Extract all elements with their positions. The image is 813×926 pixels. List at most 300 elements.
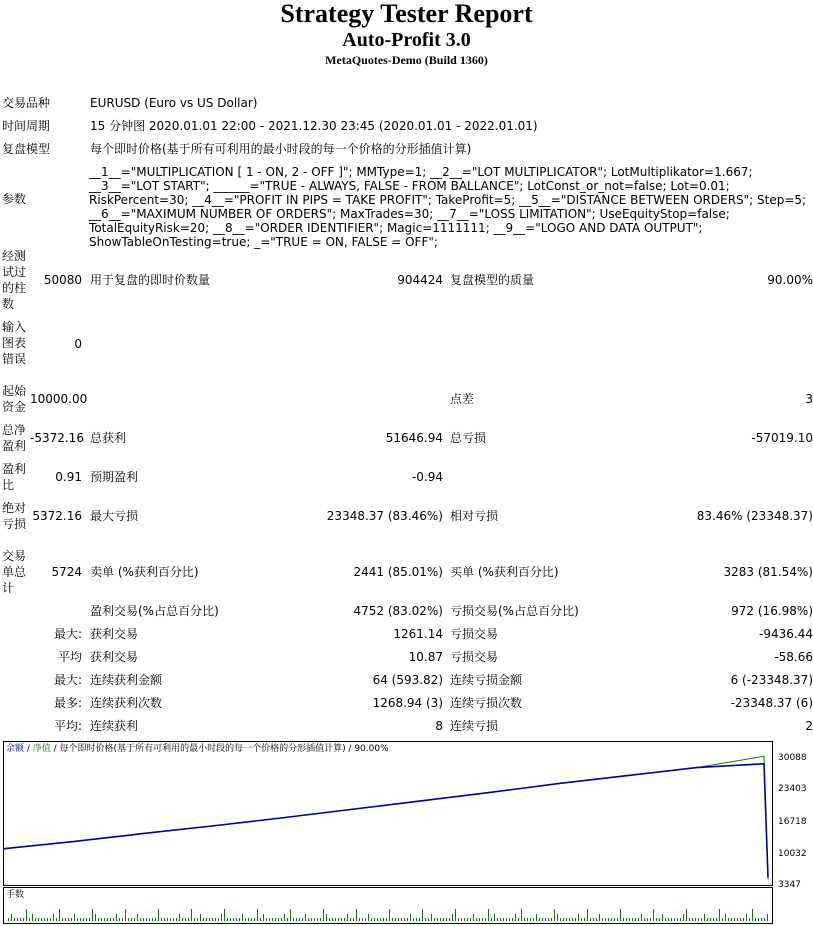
volume-bar: [557, 914, 558, 921]
volume-bar: [116, 914, 117, 921]
detail-right-label: 连续亏损: [450, 719, 499, 733]
volume-bar: [326, 914, 327, 921]
volume-bar: [179, 914, 180, 921]
loss-trades-value: 972 (16.98%): [731, 604, 813, 618]
volume-bar: [188, 918, 189, 921]
volume-bar: [158, 909, 159, 921]
volume-bar: [368, 914, 369, 921]
symbol-label: 交易品种: [2, 96, 51, 110]
volume-bar: [233, 918, 234, 921]
volume-bar: [512, 918, 513, 921]
detail-left-label: 连续获利: [90, 719, 139, 733]
volume-bar: [143, 918, 144, 921]
volume-bar: [653, 909, 654, 921]
volume-bar: [740, 918, 741, 921]
volume-bar: [470, 918, 471, 921]
volume-bar: [98, 918, 99, 921]
y-tick-label: 10032: [778, 849, 807, 859]
volume-bar: [479, 918, 480, 921]
volume-bar: [422, 909, 423, 921]
expected-value: -0.94: [411, 470, 443, 484]
volume-bar: [272, 918, 273, 921]
volume-bar: [209, 918, 210, 921]
long-value: 3283 (81.54%): [723, 565, 813, 579]
equity-line: [4, 756, 768, 879]
volume-bar: [446, 918, 447, 921]
volume-bar: [128, 918, 129, 921]
server-name: MetaQuotes-Demo (Build 1360): [325, 53, 488, 67]
volume-bar: [602, 918, 603, 921]
detail-prefix: 最大:: [53, 673, 82, 687]
volume-bar: [329, 918, 330, 921]
volume-bar: [338, 918, 339, 921]
volume-bar: [71, 918, 72, 921]
volume-bar: [701, 918, 702, 921]
volume-bar: [491, 918, 492, 921]
volume-bar: [173, 918, 174, 921]
volume-bar: [734, 918, 735, 921]
trades-label: 交易单总计: [2, 549, 27, 595]
volume-bar: [137, 914, 138, 921]
legend-sep: /: [24, 744, 33, 754]
gross-profit-label: 总获利: [90, 431, 127, 445]
volume-bar: [758, 918, 759, 921]
volume-bar: [164, 918, 165, 921]
volume-bar: [275, 918, 276, 921]
volume-bar: [206, 918, 207, 921]
volume-bar: [224, 909, 225, 921]
spread-value: 3: [805, 392, 813, 406]
volume-bar: [371, 918, 372, 921]
pf-label: 盈利比: [2, 462, 27, 492]
expected-label: 预期盈利: [90, 470, 139, 484]
max-dd-label: 最大亏损: [90, 509, 139, 523]
volume-bar: [185, 918, 186, 921]
volume-bar: [167, 918, 168, 921]
volume-bar: [20, 918, 21, 921]
volume-bar: [332, 918, 333, 921]
volume-bar: [713, 918, 714, 921]
volume-bar: [131, 918, 132, 921]
y-tick-label: 30088: [778, 753, 807, 763]
volume-bar: [428, 918, 429, 921]
volume-bar: [593, 918, 594, 921]
volume-bar: [434, 918, 435, 921]
gross-loss-value: -57019.10: [751, 431, 813, 445]
volume-bar: [440, 918, 441, 921]
volume-bar: [212, 918, 213, 921]
volume-bar: [503, 918, 504, 921]
volume-bar: [152, 918, 153, 921]
volume-bar: [647, 918, 648, 921]
report-title: Strategy Tester Report: [280, 0, 533, 28]
ea-name: Auto-Profit 3.0: [342, 29, 471, 51]
volume-bar: [68, 918, 69, 921]
volume-bar: [197, 918, 198, 921]
volume-bar: [8, 918, 9, 921]
volume-bar: [356, 909, 357, 921]
volume-bar: [704, 914, 705, 921]
detail-right-value: -9436.44: [759, 627, 813, 641]
volume-bar: [680, 918, 681, 921]
long-label: 买单 (%获利百分比): [450, 565, 559, 579]
volume-bar: [161, 918, 162, 921]
volume-bar: [182, 918, 183, 921]
period-label: 时间周期: [2, 119, 51, 133]
volume-bar: [599, 914, 600, 921]
detail-left-label: 获利交易: [90, 650, 139, 664]
volume-bar: [755, 918, 756, 921]
volume-bar: [716, 918, 717, 921]
volume-bar: [95, 914, 96, 921]
volume-bar: [251, 918, 252, 921]
short-label: 卖单 (%获利百分比): [90, 565, 199, 579]
volume-bar: [149, 918, 150, 921]
params-value: __1__="MULTIPLICATION [ 1 - ON, 2 - OFF ]"; MMType=1; __2__="LOT MULTIPLICATOR"; LotMultiplikator=1.667; __3__="LOT START"; ______="TRUE - ALWAYS, FALSE - FROM BALLANCE"; LotConst_or_not=false; Lot=0.01; RiskPercent=30; __4__="PROFIT IN PIPS = TAKE PROFIT"; TakeProfit=5; __5__="DISTANCE BETWEEN ORDERS"; Step=5; __6__="MAXIMUM NUMBER OF ORDERS"; MaxTrades=30; __7__="LOSS LIMITATION"; UseEquityStop=false; TotalEquityRisk=20; __8__="ORDER IDENTIFIER"; Magic=1111111; __9__="LOGO AND DATA OUTPUT"; ShowTableOnTesting=true; _="TRUE = ON, FALSE = OFF";: [89, 165, 807, 249]
volume-bar: [32, 914, 33, 921]
detail-right-label: 连续亏损金额: [450, 673, 523, 687]
y-tick-label: 16718: [778, 817, 807, 827]
deposit-value: 10000.00: [30, 392, 88, 406]
balance-equity-plot: [4, 742, 772, 885]
detail-right-value: -58.66: [774, 650, 813, 664]
volume-bar: [359, 918, 360, 921]
volume-bar: [260, 918, 261, 921]
volume-bar: [23, 918, 24, 921]
period-value: 15 分钟图 2020.01.01 22:00 - 2021.12.30 23:45 (2020.01.01 - 2022.01.01): [90, 119, 538, 133]
net-label: 总净盈利: [2, 423, 27, 453]
volume-bar: [104, 918, 105, 921]
volume-bar: [236, 918, 237, 921]
volume-bar: [341, 918, 342, 921]
volume-bar: [11, 914, 12, 921]
volume-bar: [524, 918, 525, 921]
volume-bar: [461, 918, 462, 921]
volume-bar: [626, 918, 627, 921]
volume-bar: [38, 918, 39, 921]
volume-bar: [335, 918, 336, 921]
volume-bar: [215, 918, 216, 921]
volume-bar: [56, 918, 57, 921]
volume-bar: [668, 918, 669, 921]
volume-bar: [419, 918, 420, 921]
volume-bar: [482, 918, 483, 921]
volume-bar: [269, 918, 270, 921]
volume-bar: [194, 918, 195, 921]
volume-bar: [413, 918, 414, 921]
volume-chart-area: [3, 887, 773, 924]
volume-bar: [365, 918, 366, 921]
equity-chart: [3, 741, 813, 926]
volume-bar: [635, 918, 636, 921]
volume-bar: [458, 918, 459, 921]
volume-bar: [530, 918, 531, 921]
volume-bar: [659, 918, 660, 921]
detail-right-label: 连续亏损次数: [450, 696, 523, 710]
volume-bar: [401, 918, 402, 921]
y-tick-label: 3347: [778, 880, 801, 890]
volume-bar: [416, 918, 417, 921]
profit-trades-label: 盈利交易(%占总百分比): [90, 604, 219, 618]
bars-value: 50080: [43, 273, 82, 287]
volume-bar: [767, 914, 768, 921]
volume-bar: [671, 918, 672, 921]
detail-left-value: 64 (593.82): [372, 673, 443, 687]
volume-bar: [737, 918, 738, 921]
volume-bar: [257, 909, 258, 921]
legend-equity: 净值: [32, 744, 51, 754]
detail-prefix: 平均: [57, 650, 82, 664]
volume-bar: [533, 918, 534, 921]
detail-prefix: 最大:: [53, 627, 82, 641]
volume-bar: [710, 918, 711, 921]
volume-bar: [80, 918, 81, 921]
volume-bar: [362, 918, 363, 921]
volume-bar: [296, 918, 297, 921]
volume-bar: [380, 918, 381, 921]
volume-bar: [377, 918, 378, 921]
volume-bar: [674, 918, 675, 921]
volume-bar: [176, 918, 177, 921]
volume-bar: [263, 914, 264, 921]
volume-bar: [452, 914, 453, 921]
volume-bar: [596, 918, 597, 921]
volume-bar: [629, 918, 630, 921]
volume-bar: [155, 918, 156, 921]
volume-bar: [611, 918, 612, 921]
volume-bar: [620, 909, 621, 921]
volume-bar: [317, 918, 318, 921]
volume-bar: [665, 918, 666, 921]
volume-bar: [731, 918, 732, 921]
detail-right-value: 6 (-23348.37): [730, 673, 813, 687]
volume-bar: [449, 918, 450, 921]
volume-bar: [110, 918, 111, 921]
volume-bar: [539, 918, 540, 921]
errors-label: 输入图表错误: [2, 320, 27, 366]
volume-bar: [542, 918, 543, 921]
y-tick-label: 23403: [778, 784, 807, 794]
volume-bar: [437, 918, 438, 921]
gross-loss-label: 总亏损: [450, 431, 487, 445]
volume-bar: [686, 909, 687, 921]
volume-bar: [578, 914, 579, 921]
ticks-value: 904424: [397, 273, 443, 287]
volume-bar: [344, 918, 345, 921]
volume-bar: [77, 918, 78, 921]
volume-bar: [563, 918, 564, 921]
volume-bar: [383, 918, 384, 921]
volume-bar: [518, 918, 519, 921]
volume-bar: [485, 918, 486, 921]
balance-line: [4, 764, 768, 878]
volume-bar: [590, 918, 591, 921]
volume-bar: [410, 914, 411, 921]
loss-trades-label: 亏损交易(%占总百分比): [450, 604, 579, 618]
volume-bar: [494, 914, 495, 921]
volume-bar: [302, 918, 303, 921]
volume-bar: [545, 918, 546, 921]
volume-bar: [374, 918, 375, 921]
volume-bar: [467, 918, 468, 921]
volume-bar: [560, 918, 561, 921]
volume-bar: [101, 918, 102, 921]
volume-bar: [743, 918, 744, 921]
volume-bar: [245, 918, 246, 921]
volume-bar: [134, 918, 135, 921]
ticks-label: 用于复盘的即时价数量: [90, 273, 211, 287]
volume-bar: [242, 914, 243, 921]
volume-bar: [308, 918, 309, 921]
volume-bar: [551, 918, 552, 921]
model-label: 复盘模型: [2, 142, 51, 156]
volume-bar: [614, 918, 615, 921]
volume-bar: [536, 914, 537, 921]
errors-value: 0: [74, 337, 82, 351]
volume-bar: [119, 918, 120, 921]
volume-bar: [515, 914, 516, 921]
volume-bar: [749, 918, 750, 921]
volume-bar: [584, 918, 585, 921]
rel-dd-label: 相对亏损: [450, 509, 499, 523]
volume-bar: [278, 918, 279, 921]
volume-bar: [644, 918, 645, 921]
legend-rest: / 每个即时价格(基于所有可利用的最小时段的每一个价格的分形插值计算) / 90.00%: [50, 744, 389, 754]
volume-label: 手数: [6, 890, 25, 900]
volume-bar: [521, 909, 522, 921]
volume-bar: [398, 918, 399, 921]
volume-bar: [392, 918, 393, 921]
volume-bar: [509, 918, 510, 921]
volume-bar: [65, 918, 66, 921]
volume-bar: [170, 918, 171, 921]
volume-bar: [227, 918, 228, 921]
volume-bar: [404, 918, 405, 921]
detail-left-value: 1268.94 (3): [372, 696, 443, 710]
volume-bar: [53, 914, 54, 921]
volume-bar: [527, 918, 528, 921]
detail-left-label: 获利交易: [90, 627, 139, 641]
detail-right-value: 2: [805, 719, 813, 733]
volume-bar: [122, 918, 123, 921]
volume-plot: [4, 888, 772, 923]
volume-bar: [455, 909, 456, 921]
volume-bar: [395, 918, 396, 921]
volume-bar: [254, 918, 255, 921]
volume-bar: [623, 918, 624, 921]
volume-bar: [146, 918, 147, 921]
volume-bar: [587, 909, 588, 921]
quality-value: 90.00%: [767, 273, 813, 287]
volume-bar: [191, 909, 192, 921]
volume-bar: [305, 914, 306, 921]
legend-balance: 余额: [6, 744, 25, 754]
symbol-value: EURUSD (Euro vs US Dollar): [90, 96, 258, 110]
balance-chart-area: [3, 741, 773, 886]
volume-bar: [92, 909, 93, 921]
volume-bar: [44, 918, 45, 921]
volume-bar: [575, 918, 576, 921]
rel-dd-value: 83.46% (23348.37): [696, 509, 813, 523]
short-value: 2441 (85.01%): [353, 565, 443, 579]
volume-bar: [287, 918, 288, 921]
volume-bar: [83, 918, 84, 921]
spread-label: 点差: [450, 392, 475, 406]
volume-bar: [506, 918, 507, 921]
volume-bar: [239, 918, 240, 921]
deposit-label: 起始资金: [2, 384, 27, 414]
volume-bar: [425, 918, 426, 921]
volume-bar: [443, 918, 444, 921]
volume-bar: [566, 918, 567, 921]
volume-bar: [290, 909, 291, 921]
volume-bar: [752, 909, 753, 921]
volume-bar: [689, 918, 690, 921]
volume-bar: [500, 918, 501, 921]
gross-profit-value: 51646.94: [385, 431, 443, 445]
pf-value: 0.91: [55, 470, 82, 484]
detail-right-label: 亏损交易: [450, 650, 499, 664]
volume-bar: [50, 918, 51, 921]
volume-bar: [746, 914, 747, 921]
volume-bar: [386, 918, 387, 921]
volume-bar: [554, 909, 555, 921]
volume-bar: [299, 918, 300, 921]
volume-bar: [281, 918, 282, 921]
volume-bar: [284, 914, 285, 921]
volume-bar: [431, 914, 432, 921]
detail-prefix: 平均:: [53, 719, 82, 733]
volume-bar: [86, 918, 87, 921]
volume-bar: [62, 918, 63, 921]
volume-bar: [323, 909, 324, 921]
volume-bar: [662, 914, 663, 921]
volume-bar: [47, 918, 48, 921]
volume-bar: [293, 918, 294, 921]
trades-value: 5724: [51, 565, 82, 579]
volume-bar: [719, 909, 720, 921]
volume-bar: [353, 918, 354, 921]
volume-bar: [230, 918, 231, 921]
volume-bar: [497, 918, 498, 921]
volume-bar: [725, 914, 726, 921]
volume-bar: [59, 909, 60, 921]
volume-bar: [650, 918, 651, 921]
volume-bar: [266, 918, 267, 921]
volume-bar: [125, 909, 126, 921]
volume-bar: [320, 918, 321, 921]
volume-bar: [698, 918, 699, 921]
detail-prefix: 最多:: [53, 696, 82, 710]
report-header: [0, 0, 813, 68]
volume-bar: [41, 918, 42, 921]
volume-bar: [692, 918, 693, 921]
model-value: 每个即时价格(基于所有可利用的最小时段的每一个价格的分形插值计算): [90, 142, 472, 156]
volume-bar: [311, 918, 312, 921]
volume-bar: [14, 918, 15, 921]
volume-bar: [569, 918, 570, 921]
volume-bar: [572, 918, 573, 921]
volume-bar: [140, 918, 141, 921]
volume-bar: [347, 914, 348, 921]
volume-bar: [728, 918, 729, 921]
bars-label: 经测试过的柱数: [2, 249, 27, 311]
volume-bar: [641, 914, 642, 921]
volume-bar: [581, 918, 582, 921]
detail-left-label: 连续获利金额: [90, 673, 163, 687]
detail-left-value: 8: [435, 719, 443, 733]
max-dd-value: 23348.37 (83.46%): [326, 509, 443, 523]
